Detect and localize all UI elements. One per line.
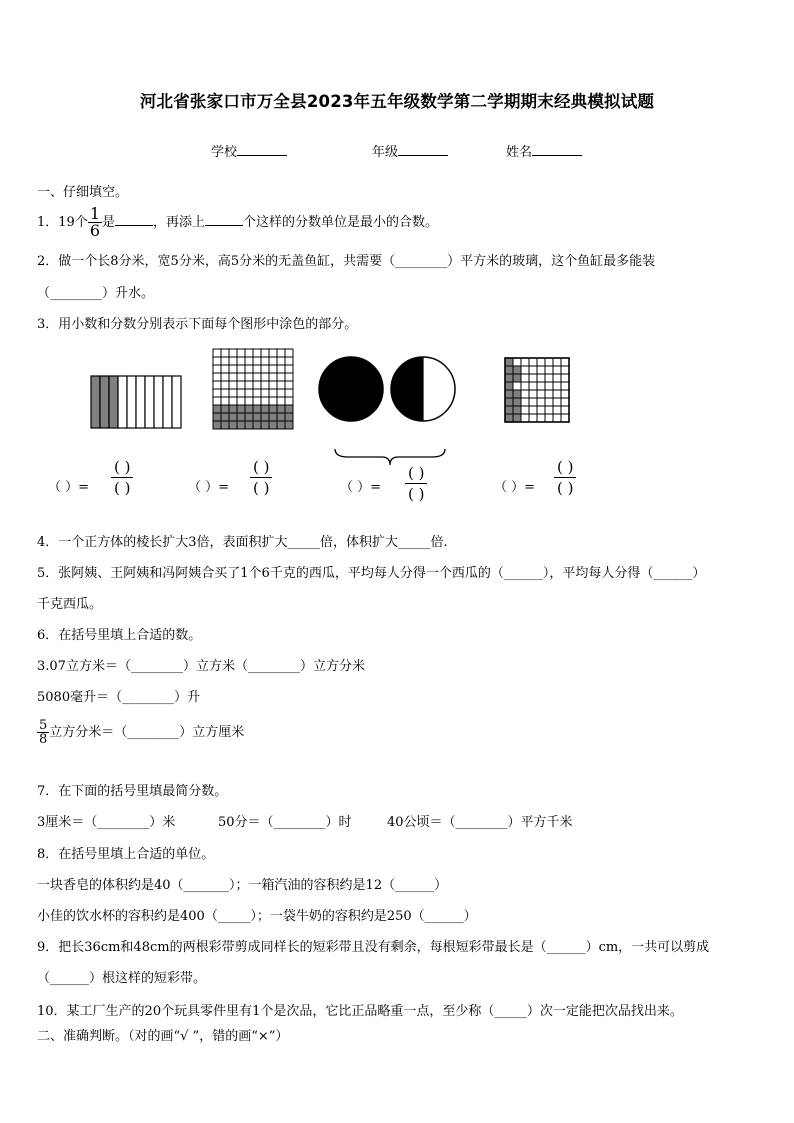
- grid-cell: [537, 382, 545, 390]
- grid-cell: [245, 357, 253, 365]
- grid-cell: [537, 366, 545, 374]
- grid-cell: [213, 405, 221, 413]
- q1-post: 个这样的分数单位是最小的合数。: [243, 215, 439, 230]
- grid-cell: [221, 349, 229, 357]
- grid-cell: [221, 413, 229, 421]
- grid-cell: [505, 414, 513, 422]
- grid-cell: [221, 373, 229, 381]
- full-circle: [319, 357, 383, 421]
- answer-4-denominator: ( ): [554, 477, 576, 496]
- question-2-line-1: 2．做一个长8分米，宽5分米，高5分米的无盖鱼缸，共需要（________）平方米的玻璃，这个鱼缸最多能装: [37, 254, 656, 269]
- answer-1-decimal[interactable]: [48, 476, 89, 495]
- grid-cell: [561, 382, 569, 390]
- answer-2-numerator: ( ): [253, 458, 270, 476]
- grid-cell: [561, 366, 569, 374]
- grid-cell: [529, 406, 537, 414]
- grid-cell: [245, 405, 253, 413]
- grid-cell: [213, 413, 221, 421]
- grid-cell: [561, 398, 569, 406]
- question-7: 7．在下面的括号里填最简分数。: [37, 784, 228, 799]
- q1-pre: 1．19个: [37, 215, 88, 230]
- grid-cell: [245, 373, 253, 381]
- grid-cell: [553, 398, 561, 406]
- question-6a: 3.07立方米＝（________）立方米（________）立方分米: [37, 659, 365, 674]
- grid-cell: [561, 406, 569, 414]
- grid-cell: [269, 381, 277, 389]
- grid-cell: [529, 382, 537, 390]
- grid-cell: [261, 421, 269, 429]
- grid-cell: [213, 357, 221, 365]
- answer-2-fraction[interactable]: [250, 460, 272, 496]
- grid-cell: [269, 365, 277, 373]
- bar-strip: [118, 376, 127, 428]
- page-title: 河北省张家口市万全县2023年五年级数学第二学期期末经典模拟试题: [139, 92, 655, 111]
- figure-2-hundred-grid: [212, 348, 294, 430]
- bar-strip: [136, 376, 145, 428]
- question-8b: 小佳的饮水杯的容积约是400（_____）；一袋牛奶的容积约是250（______）: [37, 909, 477, 924]
- grid-cell: [529, 390, 537, 398]
- grid-cell: [537, 390, 545, 398]
- bar-strip: [100, 376, 109, 428]
- grid-cell: [277, 373, 285, 381]
- grid-cell: [553, 414, 561, 422]
- grid-cell: [521, 382, 529, 390]
- grid-cell: [213, 381, 221, 389]
- question-10: 10．某工厂生产的20个玩具零件里有1个是次品，它比正品略重一点，至少称（_____）次一定能把次品找出来。: [37, 1004, 683, 1019]
- grid-cell: [237, 365, 245, 373]
- question-6c: [37, 719, 244, 746]
- grid-cell: [253, 381, 261, 389]
- grid-cell: [529, 374, 537, 382]
- grid-cell: [237, 421, 245, 429]
- grid-cell: [285, 413, 293, 421]
- grid-cell: [253, 413, 261, 421]
- answer-1-fraction[interactable]: [111, 460, 133, 496]
- grid-cell: [505, 358, 513, 366]
- grid-cell: [513, 382, 521, 390]
- q6c-fraction: [37, 719, 49, 746]
- grid-cell: [521, 414, 529, 422]
- section2-heading: 二、准确判断。（对的画“√ ”，错的画“×”）: [37, 1029, 289, 1044]
- grid-cell: [553, 374, 561, 382]
- grid-cell: [229, 381, 237, 389]
- grid-cell: [253, 357, 261, 365]
- grid-cell: [245, 389, 253, 397]
- figure-3-circles: [318, 356, 458, 422]
- grid-cell: [561, 374, 569, 382]
- grid-cell: [545, 390, 553, 398]
- q6c-denominator: 8: [39, 732, 48, 747]
- grid-cell: [505, 390, 513, 398]
- question-3: 3．用小数和分数分别表示下面每个图形中涂色的部分。: [37, 317, 358, 332]
- grid-cell: [245, 413, 253, 421]
- grid-cell: [553, 382, 561, 390]
- grid-cell: [553, 390, 561, 398]
- grid-cell: [229, 405, 237, 413]
- grid-cell: [505, 406, 513, 414]
- grid-cell: [221, 397, 229, 405]
- grid-cell: [253, 349, 261, 357]
- grid-cell: [537, 414, 545, 422]
- grid-cell: [253, 421, 261, 429]
- answer-1-numerator: ( ): [114, 458, 131, 476]
- section1-heading: 一、仔细填空。: [37, 185, 129, 200]
- grid-cell: [277, 421, 285, 429]
- grid-cell: [253, 365, 261, 373]
- question-7c: 40公顷＝（________）平方千米: [387, 815, 573, 830]
- answer-4-equals: =: [524, 480, 536, 495]
- grid-cell: [545, 382, 553, 390]
- grid-cell: [505, 382, 513, 390]
- grid-cell: [285, 349, 293, 357]
- grid-cell: [269, 405, 277, 413]
- q6c-text: 立方分米＝（________）立方厘米: [49, 725, 245, 740]
- grid-cell: [537, 398, 545, 406]
- grid-cell: [545, 406, 553, 414]
- question-7a: 3厘米＝（________）米: [37, 815, 176, 830]
- grid-cell: [269, 373, 277, 381]
- question-1: [37, 206, 438, 239]
- grid-cell: [521, 406, 529, 414]
- q1-mid: 是: [102, 215, 116, 230]
- grid-cell: [521, 374, 529, 382]
- grade-field: [372, 141, 448, 160]
- grid-cell: [285, 405, 293, 413]
- grid-cell: [561, 390, 569, 398]
- grid-cell: [545, 358, 553, 366]
- grade-blank[interactable]: [398, 142, 448, 156]
- grid-cell: [277, 405, 285, 413]
- grid-cell: [245, 381, 253, 389]
- answer-4-paren: （ ）: [494, 480, 525, 495]
- grid-cell: [513, 374, 521, 382]
- bar-strip: [145, 376, 154, 428]
- grid-cell: [213, 349, 221, 357]
- grid-cell: [521, 366, 529, 374]
- grid-cell: [545, 374, 553, 382]
- grid-cell: [221, 405, 229, 413]
- grid-cell: [529, 414, 537, 422]
- grid-cell: [261, 397, 269, 405]
- grid-cell: [553, 406, 561, 414]
- answer-2-decimal[interactable]: [188, 476, 229, 495]
- grid-cell: [229, 373, 237, 381]
- grid-cell: [253, 373, 261, 381]
- answer-2-denominator: ( ): [250, 477, 272, 496]
- grid-cell: [277, 357, 285, 365]
- grid-cell: [213, 389, 221, 397]
- grid-cell: [277, 365, 285, 373]
- answer-3-fraction[interactable]: [405, 466, 427, 502]
- grid-cell: [245, 365, 253, 373]
- grid-cell: [237, 405, 245, 413]
- grid-cell: [521, 358, 529, 366]
- grid-cell: [521, 390, 529, 398]
- grid-cell: [261, 389, 269, 397]
- q1-blank-2[interactable]: [205, 212, 243, 226]
- q1-fraction-denominator: 6: [89, 221, 101, 240]
- name-label: 姓名: [506, 145, 533, 160]
- grid-cell: [521, 398, 529, 406]
- grid-cell: [529, 358, 537, 366]
- grid-cell: [529, 366, 537, 374]
- grid-cell: [277, 349, 285, 357]
- grid-cell: [229, 421, 237, 429]
- grid-cell: [237, 397, 245, 405]
- school-field: [211, 141, 287, 160]
- q1-mid2: ，再添上: [153, 215, 206, 230]
- grid-cell: [545, 414, 553, 422]
- grid-cell: [505, 374, 513, 382]
- grid-cell: [285, 381, 293, 389]
- grid-cell: [261, 373, 269, 381]
- grid-cell: [277, 389, 285, 397]
- question-6b: 5080毫升＝（________）升: [37, 690, 201, 705]
- grid-cell: [269, 421, 277, 429]
- grid-cell: [285, 365, 293, 373]
- answer-4-decimal[interactable]: [494, 476, 535, 495]
- brace-icon: [334, 448, 446, 466]
- grid-cell: [545, 398, 553, 406]
- question-5-line-2: 千克西瓜。: [37, 597, 103, 612]
- grid-cell: [237, 381, 245, 389]
- question-8a: 一块香皂的体积约是40（_______）；一箱汽油的容积约是12（______）: [37, 878, 448, 893]
- bar-strip: [163, 376, 172, 428]
- bar-strip: [127, 376, 136, 428]
- grid-cell: [285, 421, 293, 429]
- grid-cell: [537, 374, 545, 382]
- bar-strip: [154, 376, 163, 428]
- grid-cell: [505, 398, 513, 406]
- grid-cell: [285, 357, 293, 365]
- grid-cell: [513, 406, 521, 414]
- q1-fraction: [88, 206, 102, 239]
- grid-cell: [277, 413, 285, 421]
- grid-cell: [537, 406, 545, 414]
- grid-cell: [529, 398, 537, 406]
- bar-strip: [109, 376, 118, 428]
- question-6: 6．在括号里填上合适的数。: [37, 628, 202, 643]
- answer-3-paren: （ ）: [340, 480, 371, 495]
- grid-cell: [221, 381, 229, 389]
- answer-4-numerator: ( ): [557, 458, 574, 476]
- answer-2-equals: =: [218, 480, 230, 495]
- question-2-line-2: （________）升水。: [37, 286, 155, 301]
- grid-cell: [513, 398, 521, 406]
- grid-cell: [237, 389, 245, 397]
- bar-strip: [91, 376, 100, 428]
- grid-cell: [285, 397, 293, 405]
- grid-cell: [537, 358, 545, 366]
- name-blank[interactable]: [532, 142, 582, 156]
- grid-cell: [229, 349, 237, 357]
- grid-cell: [229, 413, 237, 421]
- grid-cell: [213, 373, 221, 381]
- grid-cell: [277, 397, 285, 405]
- grid-cell: [221, 365, 229, 373]
- grid-cell: [561, 358, 569, 366]
- answer-1-paren: （ ）: [48, 480, 79, 495]
- grid-cell: [245, 421, 253, 429]
- question-9-line-2: （______）根这样的短彩带。: [37, 971, 207, 986]
- grid-cell: [269, 357, 277, 365]
- grid-cell: [261, 381, 269, 389]
- grid-cell: [261, 357, 269, 365]
- answer-2-paren: （ ）: [188, 480, 219, 495]
- answer-4-fraction[interactable]: [554, 460, 576, 496]
- name-field: [506, 141, 582, 160]
- grid-cell: [269, 397, 277, 405]
- grid-cell: [213, 365, 221, 373]
- grid-cell: [245, 349, 253, 357]
- grid-cell: [221, 357, 229, 365]
- figure-1-bar-diagram: [90, 375, 182, 429]
- grid-cell: [513, 366, 521, 374]
- figure-4-grid: [504, 357, 570, 423]
- grid-cell: [229, 397, 237, 405]
- answer-3-equals: =: [370, 480, 382, 495]
- grid-cell: [237, 413, 245, 421]
- grid-cell: [513, 414, 521, 422]
- grade-label: 年级: [372, 145, 399, 160]
- bar-strip: [172, 376, 181, 428]
- answer-3-numerator: ( ): [408, 464, 425, 482]
- grid-cell: [513, 358, 521, 366]
- question-9-line-1: 9．把长36cm和48cm的两根彩带剪成同样长的短彩带且没有剩余，每根短彩带最长是（______）cm，一共可以剪成: [37, 940, 710, 955]
- grid-cell: [253, 405, 261, 413]
- answer-1-denominator: ( ): [111, 477, 133, 496]
- grid-cell: [229, 389, 237, 397]
- grid-cell: [285, 389, 293, 397]
- q6c-numerator: 5: [39, 718, 48, 733]
- grid-cell: [229, 365, 237, 373]
- q1-blank-1[interactable]: [115, 212, 153, 226]
- grid-cell: [261, 349, 269, 357]
- grid-cell: [561, 414, 569, 422]
- grid-cell: [213, 397, 221, 405]
- grid-cell: [237, 357, 245, 365]
- answer-3-denominator: ( ): [405, 483, 427, 502]
- question-8: 8．在括号里填上合适的单位。: [37, 847, 215, 862]
- school-blank[interactable]: [237, 142, 287, 156]
- grid-cell: [237, 349, 245, 357]
- question-5-line-1: 5．张阿姨、王阿姨和冯阿姨合买了1个6千克的西瓜，平均每人分得一个西瓜的（______），平均每人分得（______）: [37, 566, 706, 581]
- question-4: 4．一个正方体的棱长扩大3倍，表面积扩大_____倍，体积扩大_____倍.: [37, 535, 448, 550]
- grid-cell: [285, 373, 293, 381]
- grid-cell: [221, 421, 229, 429]
- grid-cell: [245, 397, 253, 405]
- grid-cell: [213, 421, 221, 429]
- grid-cell: [221, 389, 229, 397]
- grid-cell: [505, 366, 513, 374]
- grid-cell: [253, 389, 261, 397]
- grid-cell: [545, 366, 553, 374]
- grid-cell: [237, 373, 245, 381]
- grid-cell: [553, 366, 561, 374]
- answer-1-equals: =: [78, 480, 90, 495]
- grid-cell: [229, 357, 237, 365]
- grid-cell: [269, 413, 277, 421]
- grid-cell: [513, 390, 521, 398]
- grid-cell: [253, 397, 261, 405]
- answer-3-decimal[interactable]: [340, 476, 381, 495]
- grid-cell: [261, 365, 269, 373]
- grid-cell: [269, 349, 277, 357]
- grid-cell: [269, 389, 277, 397]
- grid-cell: [261, 413, 269, 421]
- school-label: 学校: [211, 145, 238, 160]
- half-circle-shaded: [391, 357, 423, 421]
- question-7b: 50分＝（________）时: [218, 815, 352, 830]
- grid-cell: [261, 405, 269, 413]
- q1-fraction-numerator: 1: [89, 204, 101, 223]
- grid-cell: [277, 381, 285, 389]
- grid-cell: [553, 358, 561, 366]
